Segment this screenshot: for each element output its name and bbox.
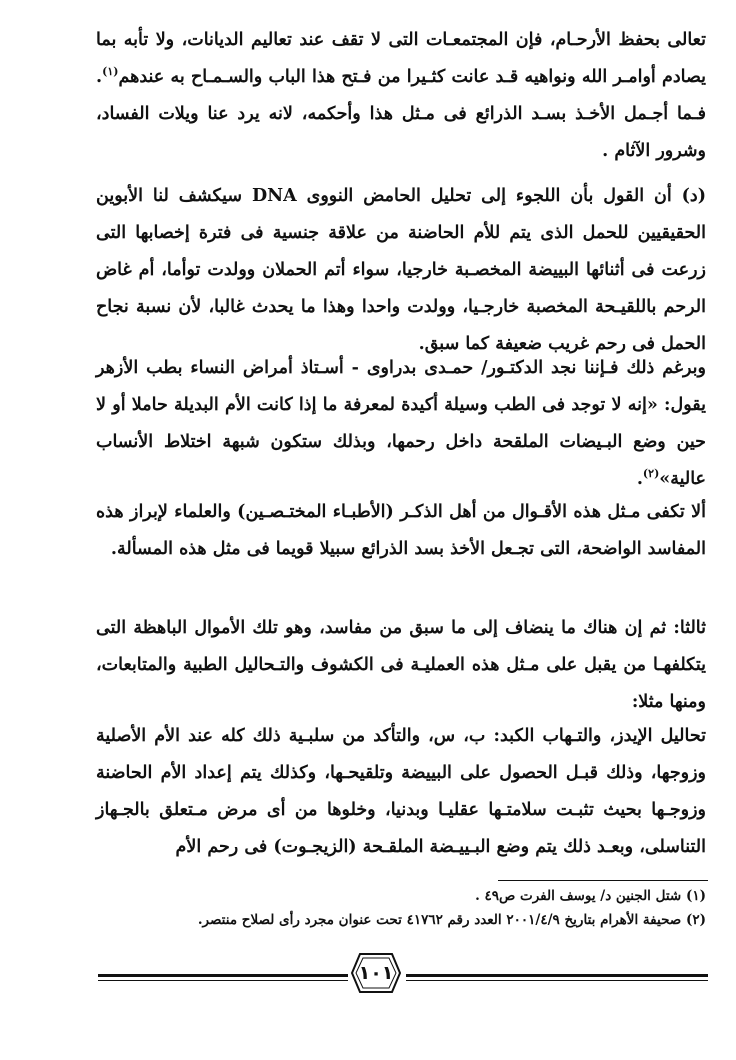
paragraph-6	[96, 718, 706, 866]
paragraph-2	[96, 178, 706, 363]
paragraph-4	[96, 494, 706, 568]
footnote-ref-1[interactable]: (١)	[102, 65, 119, 79]
footnotes	[70, 884, 706, 932]
footnote-2: (٢) صحيفة الأهرام بتاريخ ٢٠٠١/٤/٩ العدد رقم ٤١٧٦٢ تحت عنوان مجرد رأى لصلاح منتصر.	[197, 912, 706, 928]
bottom-rule-right	[406, 974, 708, 977]
footnote-1: (١) شتل الجنين د/ يوسف الفرت ص٤٩ .	[475, 888, 706, 904]
page-number: ١٠١	[358, 962, 394, 984]
footnote-divider	[498, 880, 708, 881]
paragraph-5-text: ثم إن هناك ما ينضاف إلى ما سبق من مفاسد، وهو تلك الأموال الباهظة التى يتكلفهـا من يقبل على مـثل هذه العمليـة فى الكشوف والتـحاليل الطبية والمتابعات، ومنها مثلا:	[96, 618, 706, 712]
paragraph-1-text: تعالى بحفظ الأرحـام، فإن المجتمعـات التى لا تقف عند تعاليم الديانات، ولا تأبه بما يصادم أوامـر الله ونواهيه قـد عانت كثـيرا من فـتح هذا الباب والسـمـاح به عندهم	[96, 30, 706, 87]
paragraph-6-text: تحاليل الإيدز، والتـهاب الكبد: ب، س، والتأكد من سلبـية ذلك كله عند الأم الأصلية وزوجها، وذلك قبـل الحصول على البييضة وتلقيحـها، وكذلك يتم إعداد الأم الحاضنة وزوجـها بحيث تثبـت سلامتـها عقليـا وبدنيا، وخلوها من أى مرض مـتعلق بالجـهاز التناسلى، وبعـد ذلك يتم وضع البـييـضة الملقـحة (الزيجـوت) فى رحم الأم	[96, 726, 706, 857]
paragraph-3-text: وبرغم ذلك فـإننا نجد الدكتـور/ حمـدى بدراوى - أسـتاذ أمراض النساء بطب الأزهر يقول: «إنه لا توجد فى الطب وسيلة أكيدة لمعرفة ما إذا كانت الأم البديلة حاملا أو لا حين وضع البـيضات الملقحة داخل رحمها، وبذلك ستكون شبهة اختلاط الأنساب عالية»	[96, 358, 706, 489]
paragraph-1	[96, 22, 706, 170]
paragraph-1-tail: . فـما أجـمل الأخـذ بسـد الذرائع فى مـثل هذا وأحكمه، لانه يرد عنا ويلات الفساد، وشرور الآثام .	[96, 67, 706, 161]
page-number-frame	[350, 952, 402, 994]
footnote-ref-2[interactable]: (٢)	[642, 467, 660, 481]
paragraph-4-text: ألا تكفى مـثل هذه الأقـوال من أهل الذكـر (الأطبـاء المختـصـين) والعلماء لإبراز هذه المفاسد الواضحة، التى تجـعل الأخذ بسد الذرائع سبيلا قويما فى مثل هذه المسألة.	[96, 502, 706, 559]
paragraph-2-text: أن القول بأن اللجوء إلى تحليل الحامض النووى DNA سيكشف لنا الأبوين الحقيقيين للحمل الذى يتم للأم الحاضنة من علاقة جنسية فى فترة إخصابها التى زرعت فى أثنائها البييضة المخصـبة خارجيا، سواء أتم الحملان وولدت توأما، أم غاض الرحم باللقيـحة المخصبة خارجـيا، وولدت واحدا وهذا ما يحدث غالبا، لأن نسبة نجاح الحمل فى رحم غريب ضعيفة كما سبق.	[96, 186, 706, 354]
paragraph-5-lead: ثالثا:	[673, 618, 707, 638]
bottom-rule-left	[98, 974, 348, 977]
paragraph-2-lead: (د)	[681, 186, 706, 206]
paragraph-3-tail: .	[636, 469, 643, 489]
paragraph-3	[96, 350, 706, 498]
paragraph-5	[96, 610, 706, 721]
